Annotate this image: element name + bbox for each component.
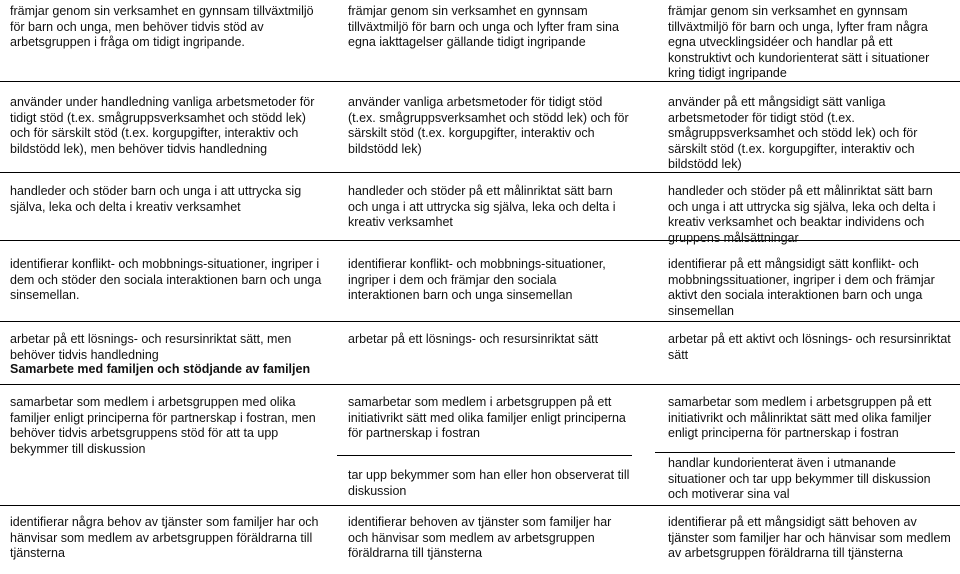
criteria-cell: främjar genom sin verksamhet en gynnsam tillväxtmiljö för barn och unga, lyfter fram några egna utvecklingsidéer och handlar på ett konstruktivt och kundorienterat sätt i situationer kring tidigt ingripande xyxy=(668,4,930,80)
criteria-cell: använder vanliga arbetsmetoder för tidigt stöd (t.ex. smågruppsverksamhet och stödd lek) och för särskilt stöd (t.ex. korgupgifter, interaktiv och bildstödd lek) xyxy=(348,95,629,156)
criteria-cell: främjar genom sin verksamhet en gynnsam tillväxtmiljö för barn och unga, men behöver tidvis stöd av arbetsgruppen i fråga om tidigt ingripande. xyxy=(10,4,314,49)
row-divider xyxy=(0,384,960,385)
criteria-cell: samarbetar som medlem i arbetsgruppen på ett initiativrikt sätt med olika familjer enligt principerna för partnerskap i fostran xyxy=(348,395,626,440)
section-heading: Samarbete med familjen och stödjande av familjen xyxy=(10,362,311,376)
criteria-cell: använder under handledning vanliga arbetsmetoder för tidigt stöd (t.ex. smågruppsverksamhet och stödd lek) och för särskilt stöd (t.ex. korgupgifter, interaktiv och bildstödd lek), men behöver tidvis handledning xyxy=(10,95,315,156)
criteria-cell: identifierar konflikt- och mobbnings-situationer, ingriper i dem och stöder den sociala interaktionen barn och unga sinsemellan. xyxy=(10,257,322,302)
criteria-cell: samarbetar som medlem i arbetsgruppen med olika familjer enligt principerna för partnerskap i fostran, men behöver tidvis arbetsgruppens stöd för att ta upp bekymmer till diskussion xyxy=(10,395,316,456)
criteria-cell: identifierar på ett mångsidigt sätt behoven av tjänster som familjer har och hänvisar som medlem av arbetsgruppen föräldrarna till tjänsterna xyxy=(668,515,951,560)
criteria-cell: handlar kundorienterat även i utmanande situationer och tar upp bekymmer till diskussion och motiverar sina val xyxy=(668,456,931,501)
criteria-cell: använder på ett mångsidigt sätt vanliga arbetsmetoder för tidigt stöd (t.ex. smågruppsverksamhet och stödd lek) och för särskilt stöd (t.ex. korgupgifter, interaktiv och bildstödd lek) xyxy=(668,95,918,171)
criteria-cell: arbetar på ett aktivt och lösnings- och resursinriktat sätt xyxy=(668,332,951,362)
criteria-cell: identifierar på ett mångsidigt sätt konflikt- och mobbningssituationer, ingriper i dem och främjar aktivt den sociala interaktionen barn och unga sinsemellan xyxy=(668,257,935,318)
criteria-cell: handleder och stöder på ett målinriktat sätt barn och unga i att uttrycka sig själva, leka och delta i kreativ verksamhet xyxy=(348,184,616,229)
criteria-cell: identifierar konflikt- och mobbnings-situationer, ingriper i dem och främjar den sociala interaktionen barn och unga sinsemellan xyxy=(348,257,606,302)
criteria-cell: tar upp bekymmer som han eller hon observerat till diskussion xyxy=(348,468,630,498)
criteria-cell: främjar genom sin verksamhet en gynnsam tillväxtmiljö för barn och unga och lyfter fram sina egna iakttagelser gällande tidigt ingripande xyxy=(348,4,619,49)
criteria-cell: identifierar några behov av tjänster som familjer har och hänvisar som medlem av arbetsgruppen föräldrarna till tjänsterna xyxy=(10,515,319,560)
criteria-cell: handleder och stöder på ett målinriktat sätt barn och unga i att uttrycka sig själva, leka och delta i kreativ verksamhet och beaktar individens och gruppens målsättningar xyxy=(668,184,936,245)
criteria-cell: handleder och stöder barn och unga i att uttrycka sig själva, leka och delta i kreativ verksamhet xyxy=(10,184,302,214)
cell-divider xyxy=(655,452,955,453)
criteria-cell: arbetar på ett lösnings- och resursinriktat sätt, men behöver tidvis handledning xyxy=(10,332,292,362)
criteria-cell: samarbetar som medlem i arbetsgruppen på ett initiativrikt och målinriktat sätt med olika familjer enligt principerna för partnerskap i fostran xyxy=(668,395,932,440)
criteria-cell: arbetar på ett lösnings- och resursinriktat sätt xyxy=(348,332,599,346)
row-divider xyxy=(0,505,960,506)
cell-divider xyxy=(337,455,632,456)
row-divider xyxy=(0,321,960,322)
criteria-cell: identifierar behoven av tjänster som familjer har och hänvisar som medlem av arbetsgruppen föräldrarna till tjänsterna xyxy=(348,515,612,560)
